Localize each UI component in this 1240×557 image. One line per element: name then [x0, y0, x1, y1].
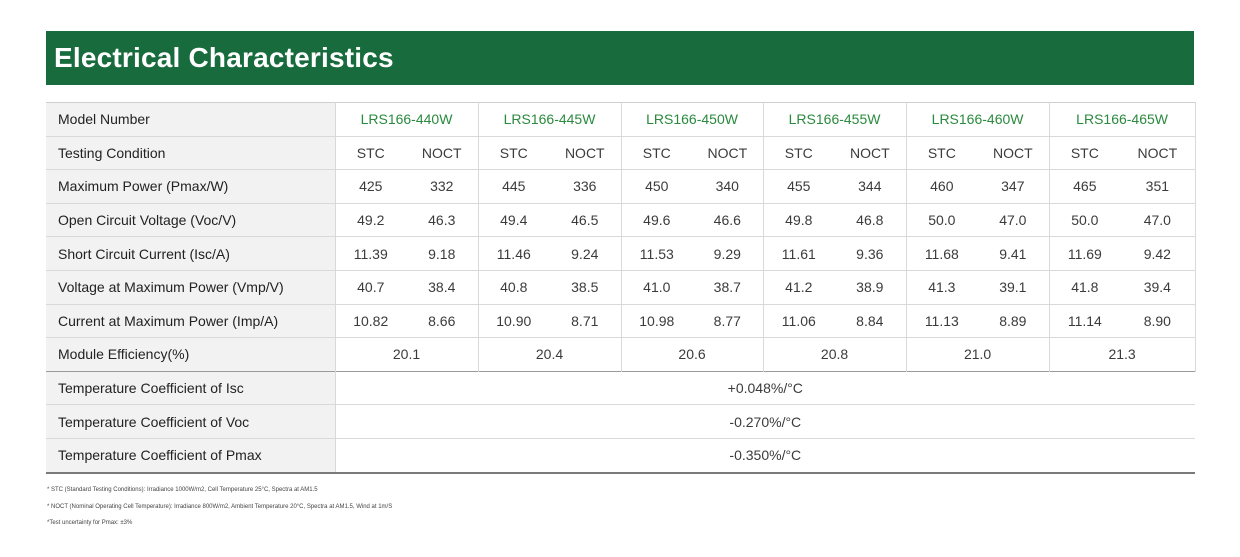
electrical-characteristics-table — [46, 102, 1196, 474]
model-name: LRS166-445W — [478, 103, 621, 137]
condition-stc: STC — [478, 136, 549, 170]
vmp-stc-value: 41.3 — [906, 270, 977, 304]
model-name: LRS166-440W — [335, 103, 478, 137]
model-name: LRS166-450W — [621, 103, 763, 137]
condition-noct: NOCT — [1120, 136, 1195, 170]
table-body — [46, 103, 1195, 473]
vmp-stc-value: 41.8 — [1049, 270, 1120, 304]
vmp-row — [46, 270, 1195, 304]
isc-noct-value: 9.41 — [977, 237, 1049, 271]
voc-stc-value: 50.0 — [1049, 203, 1120, 237]
condition-noct: NOCT — [977, 136, 1049, 170]
voc-stc-value: 49.4 — [478, 203, 549, 237]
imp-stc-value: 11.14 — [1049, 304, 1120, 338]
model-number-row — [46, 103, 1195, 137]
imp-noct-value: 8.89 — [977, 304, 1049, 338]
isc-stc-value: 11.46 — [478, 237, 549, 271]
voc-noct-value: 46.3 — [406, 203, 478, 237]
pmax-stc-value: 445 — [478, 170, 549, 204]
isc-noct-value: 9.24 — [549, 237, 621, 271]
pmax-noct-value: 351 — [1120, 170, 1195, 204]
efficiency-value: 20.6 — [621, 338, 763, 372]
vmp-noct-value: 39.1 — [977, 270, 1049, 304]
row-label: Testing Condition — [46, 136, 335, 170]
model-name: LRS166-465W — [1049, 103, 1195, 137]
isc-stc-value: 11.69 — [1049, 237, 1120, 271]
voc-row — [46, 203, 1195, 237]
vmp-noct-value: 39.4 — [1120, 270, 1195, 304]
isc-noct-value: 9.29 — [692, 237, 763, 271]
temp-coefficient-pmax-value: -0.350%/°C — [335, 438, 1195, 472]
isc-stc-value: 11.39 — [335, 237, 406, 271]
model-name: LRS166-455W — [763, 103, 906, 137]
pmax-stc-value: 465 — [1049, 170, 1120, 204]
voc-stc-value: 49.2 — [335, 203, 406, 237]
section-title: Electrical Characteristics — [46, 31, 1194, 85]
vmp-stc-value: 41.2 — [763, 270, 834, 304]
note-noct: * NOCT (Nominal Operating Cell Temperature): Irradiance 800W/m2, Ambient Temperature 20°C, Spectra at AM1.5, Wind at 1m/S — [47, 503, 393, 510]
vmp-noct-value: 38.4 — [406, 270, 478, 304]
condition-stc: STC — [621, 136, 692, 170]
isc-noct-value: 9.36 — [834, 237, 906, 271]
temp-coefficient-pmax-row — [46, 438, 1195, 472]
condition-stc: STC — [335, 136, 406, 170]
row-label: Voltage at Maximum Power (Vmp/V) — [46, 270, 335, 304]
voc-stc-value: 49.6 — [621, 203, 692, 237]
condition-noct: NOCT — [406, 136, 478, 170]
pmax-noct-value: 340 — [692, 170, 763, 204]
pmax-noct-value: 332 — [406, 170, 478, 204]
vmp-noct-value: 38.5 — [549, 270, 621, 304]
isc-stc-value: 11.61 — [763, 237, 834, 271]
pmax-stc-value: 425 — [335, 170, 406, 204]
voc-stc-value: 49.8 — [763, 203, 834, 237]
temp-coefficient-isc-value: +0.048%/°C — [335, 371, 1195, 405]
imp-noct-value: 8.71 — [549, 304, 621, 338]
condition-stc: STC — [1049, 136, 1120, 170]
temp-coefficient-isc-row — [46, 371, 1195, 405]
isc-noct-value: 9.42 — [1120, 237, 1195, 271]
voc-noct-value: 46.8 — [834, 203, 906, 237]
condition-noct: NOCT — [549, 136, 621, 170]
voc-noct-value: 46.5 — [549, 203, 621, 237]
pmax-stc-value: 455 — [763, 170, 834, 204]
testing-condition-row — [46, 136, 1195, 170]
imp-noct-value: 8.77 — [692, 304, 763, 338]
imp-noct-value: 8.90 — [1120, 304, 1195, 338]
efficiency-value: 21.0 — [906, 338, 1049, 372]
footnotes — [47, 486, 747, 536]
row-label: Temperature Coefficient of Pmax — [46, 438, 335, 472]
condition-stc: STC — [906, 136, 977, 170]
efficiency-value: 20.4 — [478, 338, 621, 372]
condition-noct: NOCT — [692, 136, 763, 170]
vmp-stc-value: 40.8 — [478, 270, 549, 304]
isc-stc-value: 11.68 — [906, 237, 977, 271]
row-label: Temperature Coefficient of Voc — [46, 405, 335, 439]
temp-coefficient-voc-row — [46, 405, 1195, 439]
condition-stc: STC — [763, 136, 834, 170]
pmax-stc-value: 450 — [621, 170, 692, 204]
row-label: Module Efficiency(%) — [46, 338, 335, 372]
note-stc: * STC (Standard Testing Conditions): Irradiance 1000W/m2, Cell Temperature 25°C, Spectra at AM1.5 — [47, 487, 318, 493]
voc-noct-value: 46.6 — [692, 203, 763, 237]
isc-noct-value: 9.18 — [406, 237, 478, 271]
imp-stc-value: 11.06 — [763, 304, 834, 338]
efficiency-value: 21.3 — [1049, 338, 1195, 372]
pmax-noct-value: 344 — [834, 170, 906, 204]
imp-stc-value: 10.90 — [478, 304, 549, 338]
note-uncertainty: *Test uncertainty for Pmax: ±3% — [47, 520, 133, 526]
vmp-noct-value: 38.9 — [834, 270, 906, 304]
vmp-stc-value: 40.7 — [335, 270, 406, 304]
imp-stc-value: 10.82 — [335, 304, 406, 338]
row-label: Current at Maximum Power (Imp/A) — [46, 304, 335, 338]
module-efficiency-row — [46, 338, 1195, 372]
row-label: Short Circuit Current (Isc/A) — [46, 237, 335, 271]
row-label: Model Number — [46, 103, 335, 137]
isc-row — [46, 237, 1195, 271]
voc-stc-value: 50.0 — [906, 203, 977, 237]
pmax-stc-value: 460 — [906, 170, 977, 204]
imp-row — [46, 304, 1195, 338]
pmax-noct-value: 336 — [549, 170, 621, 204]
isc-stc-value: 11.53 — [621, 237, 692, 271]
imp-noct-value: 8.66 — [406, 304, 478, 338]
condition-noct: NOCT — [834, 136, 906, 170]
row-label: Maximum Power (Pmax/W) — [46, 170, 335, 204]
row-label: Temperature Coefficient of Isc — [46, 371, 335, 405]
vmp-noct-value: 38.7 — [692, 270, 763, 304]
vmp-stc-value: 41.0 — [621, 270, 692, 304]
pmax-noct-value: 347 — [977, 170, 1049, 204]
imp-stc-value: 10.98 — [621, 304, 692, 338]
temp-coefficient-voc-value: -0.270%/°C — [335, 405, 1195, 439]
voc-noct-value: 47.0 — [1120, 203, 1195, 237]
imp-noct-value: 8.84 — [834, 304, 906, 338]
model-name: LRS166-460W — [906, 103, 1049, 137]
efficiency-value: 20.8 — [763, 338, 906, 372]
imp-stc-value: 11.13 — [906, 304, 977, 338]
pmax-row — [46, 170, 1195, 204]
row-label: Open Circuit Voltage (Voc/V) — [46, 203, 335, 237]
efficiency-value: 20.1 — [335, 338, 478, 372]
voc-noct-value: 47.0 — [977, 203, 1049, 237]
